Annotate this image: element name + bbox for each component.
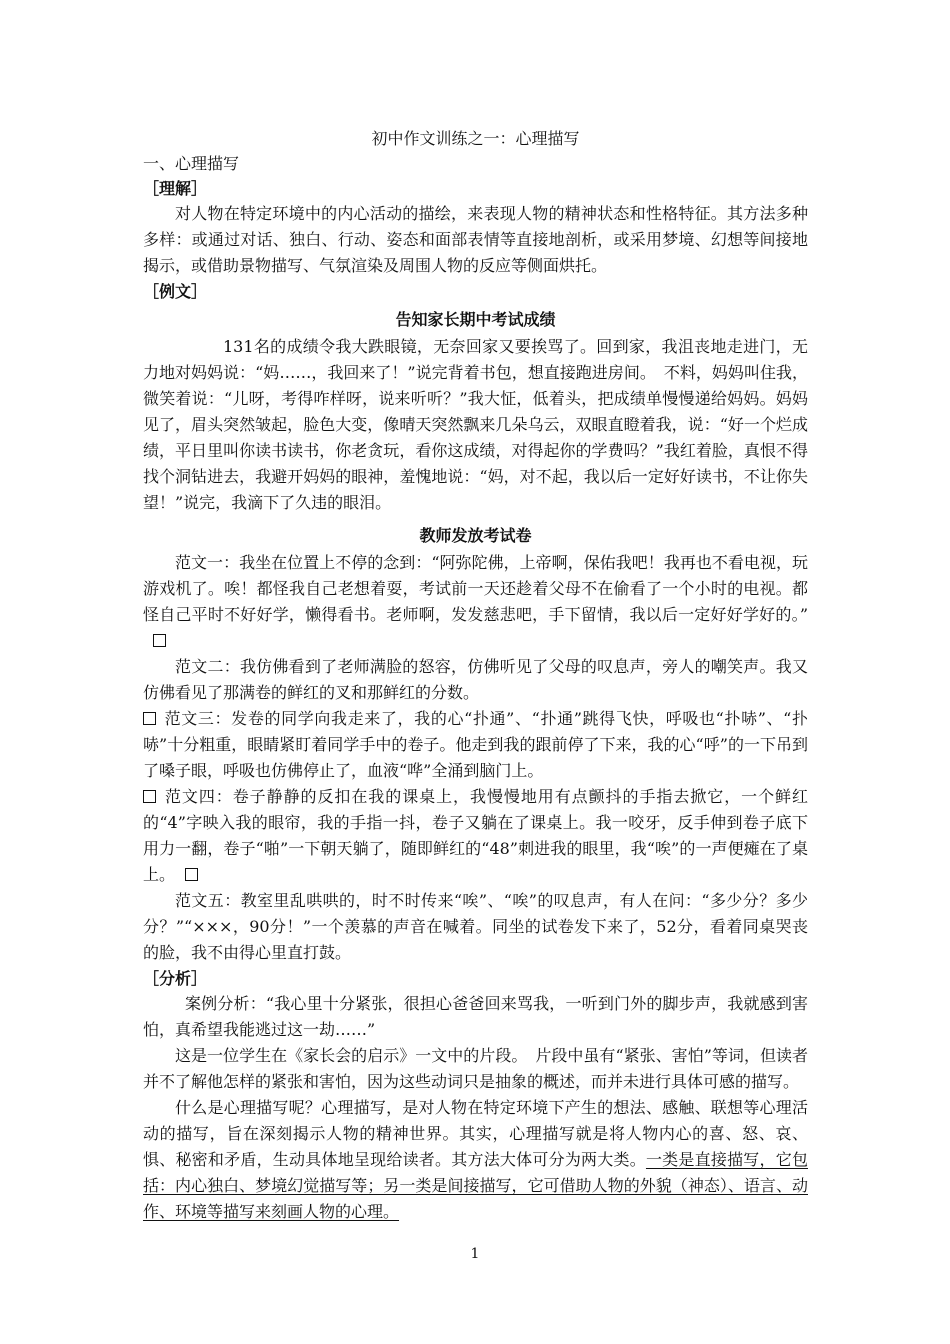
analysis-paragraph-1: 这是一位学生在《家长会的启示》一文中的片段。 片段中虽有“紧张、害怕”等词，但读者并不了解他怎样的紧张和害怕，因为这些动词只是抽象的概述，而并未进行具体可感的描写。 [143, 1046, 808, 1091]
example1-title: 告知家长期中考试成绩 [395, 310, 556, 329]
example-heading: ［例文］ [143, 282, 208, 301]
analysis-paragraph-2 [143, 1095, 808, 1225]
understand-heading: ［理解］ [143, 179, 208, 198]
model-essay-4-text: 范文四：卷子静静的反扣在我的课桌上，我慢慢地用有点颤抖的手指去掀它，一个鲜红的“4”字映入我的眼帘，我的手指一抖，卷子又躺在了课桌上。我一咬牙，反手伸到卷子底下用力一翻，卷子“啪”一下朝天躺了，随即鲜红的“48”刺进我的眼里，我“唉”的一声便瘫在了桌上。 [143, 787, 808, 884]
analysis-heading: ［分析］ [143, 969, 208, 988]
document-title: 初中作文训练之一：心理描写 [371, 129, 580, 148]
model-essay-1-text: 范文一：我坐在位置上不停的念到：“阿弥陀佛，上帝啊，保佑我吧！我再也不看电视，玩游戏机了。唉！都怪我自己老想着耍，考试前一天还趁着父母不在偷看了一个小时的电视。都怪自己平时不好好学，懒得看书。老师啊，发发慈悲吧，手下留情，我以后一定好好学好的。” [143, 553, 808, 624]
model-essay-2: 范文二：我仿佛看到了老师满脸的怒容，仿佛听见了父母的叹息声，旁人的嘲笑声。我又仿佛看见了那满卷的鲜红的叉和那鲜红的分数。 [143, 657, 808, 702]
underlined-summary: 一类是直接描写，它包括：内心独白、梦境幻觉描写等；另一类是间接描写，它可借助人物的外貌（神态）、语言、动作、环境等描写来刻画人物的心理。 [143, 1150, 808, 1221]
model-essay-5: 范文五：教室里乱哄哄的，时不时传来“唉”、“唉”的叹息声，有人在问：“多少分？多少分？”“×××，90分！”一个羡慕的声音在喊着。同坐的试卷发下来了，52分，看着同桌哭丧的脸，我不由得心里直打鼓。 [143, 891, 808, 962]
checkbox-icon [185, 868, 198, 881]
model-essay-3 [143, 706, 808, 784]
analysis-case: 案例分析：“我心里十分紧张，很担心爸爸回来骂我，一听到门外的脚步声，我就感到害怕，真希望我能逃过这一劫……” [143, 994, 808, 1039]
model-essay-4 [143, 784, 808, 888]
model-essay-1 [143, 550, 808, 654]
checkbox-icon [143, 790, 156, 803]
analysis-paragraph-2-text: 什么是心理描写呢？心理描写，是对人物在特定环境下产生的想法、感触、联想等心理活动的描写，旨在深刻揭示人物的精神世界。其实，心理描写就是将人物内心的喜、怒、哀、惧、秘密和矛盾，生动具体地呈现给读者。其方法大体可分为两大类。 [143, 1098, 808, 1169]
checkbox-icon [143, 712, 156, 725]
page-number: 1 [470, 1246, 480, 1262]
section-heading: 一、心理描写 [143, 154, 240, 173]
document-page [143, 126, 808, 1225]
model-essay-3-text: 范文三：发卷的同学向我走来了，我的心“扑通”、“扑通”跳得飞快，呼吸也“扑哧”、“扑哧”十分粗重，眼睛紧盯着同学手中的卷子。他走到我的跟前停了下来，我的心“呼”的一下吊到了嗓子眼，呼吸也仿佛停止了，血液“哗”全涌到脑门上。 [143, 709, 808, 780]
checkbox-icon [153, 634, 166, 647]
example1-paragraph: 131名的成绩令我大跌眼镜，无奈回家又要挨骂了。回到家，我沮丧地走进门，无力地对妈妈说：“妈……，我回来了！”说完背着书包，想直接跑进房间。 不料，妈妈叫住我，微笑着说：“儿呀，考得咋样呀，说来听听？”我大怔，低着头，把成绩单慢慢递给妈妈。妈妈见了，眉头突然皱起，脸色大变，像晴天突然飘来几朵乌云，双眼直瞪着我，说：“好一个烂成绩，平日里叫你读书读书，你老贪玩，看你这成绩，对得起你的学费吗？”我红着脸，真恨不得找个洞钻进去，我避开妈妈的眼神，羞愧地说：“妈，对不起，我以后一定好好读书，不让你失望！”说完，我滴下了久违的眼泪。 [143, 337, 808, 512]
understand-paragraph: 对人物在特定环境中的内心活动的描绘，来表现人物的精神状态和性格特征。其方法多种多样：或通过对话、独白、行动、姿态和面部表情等直接地剖析，或采用梦境、幻想等间接地揭示，或借助景物描写、气氛渲染及周围人物的反应等侧面烘托。 [143, 204, 808, 275]
example2-title: 教师发放考试卷 [419, 526, 532, 545]
